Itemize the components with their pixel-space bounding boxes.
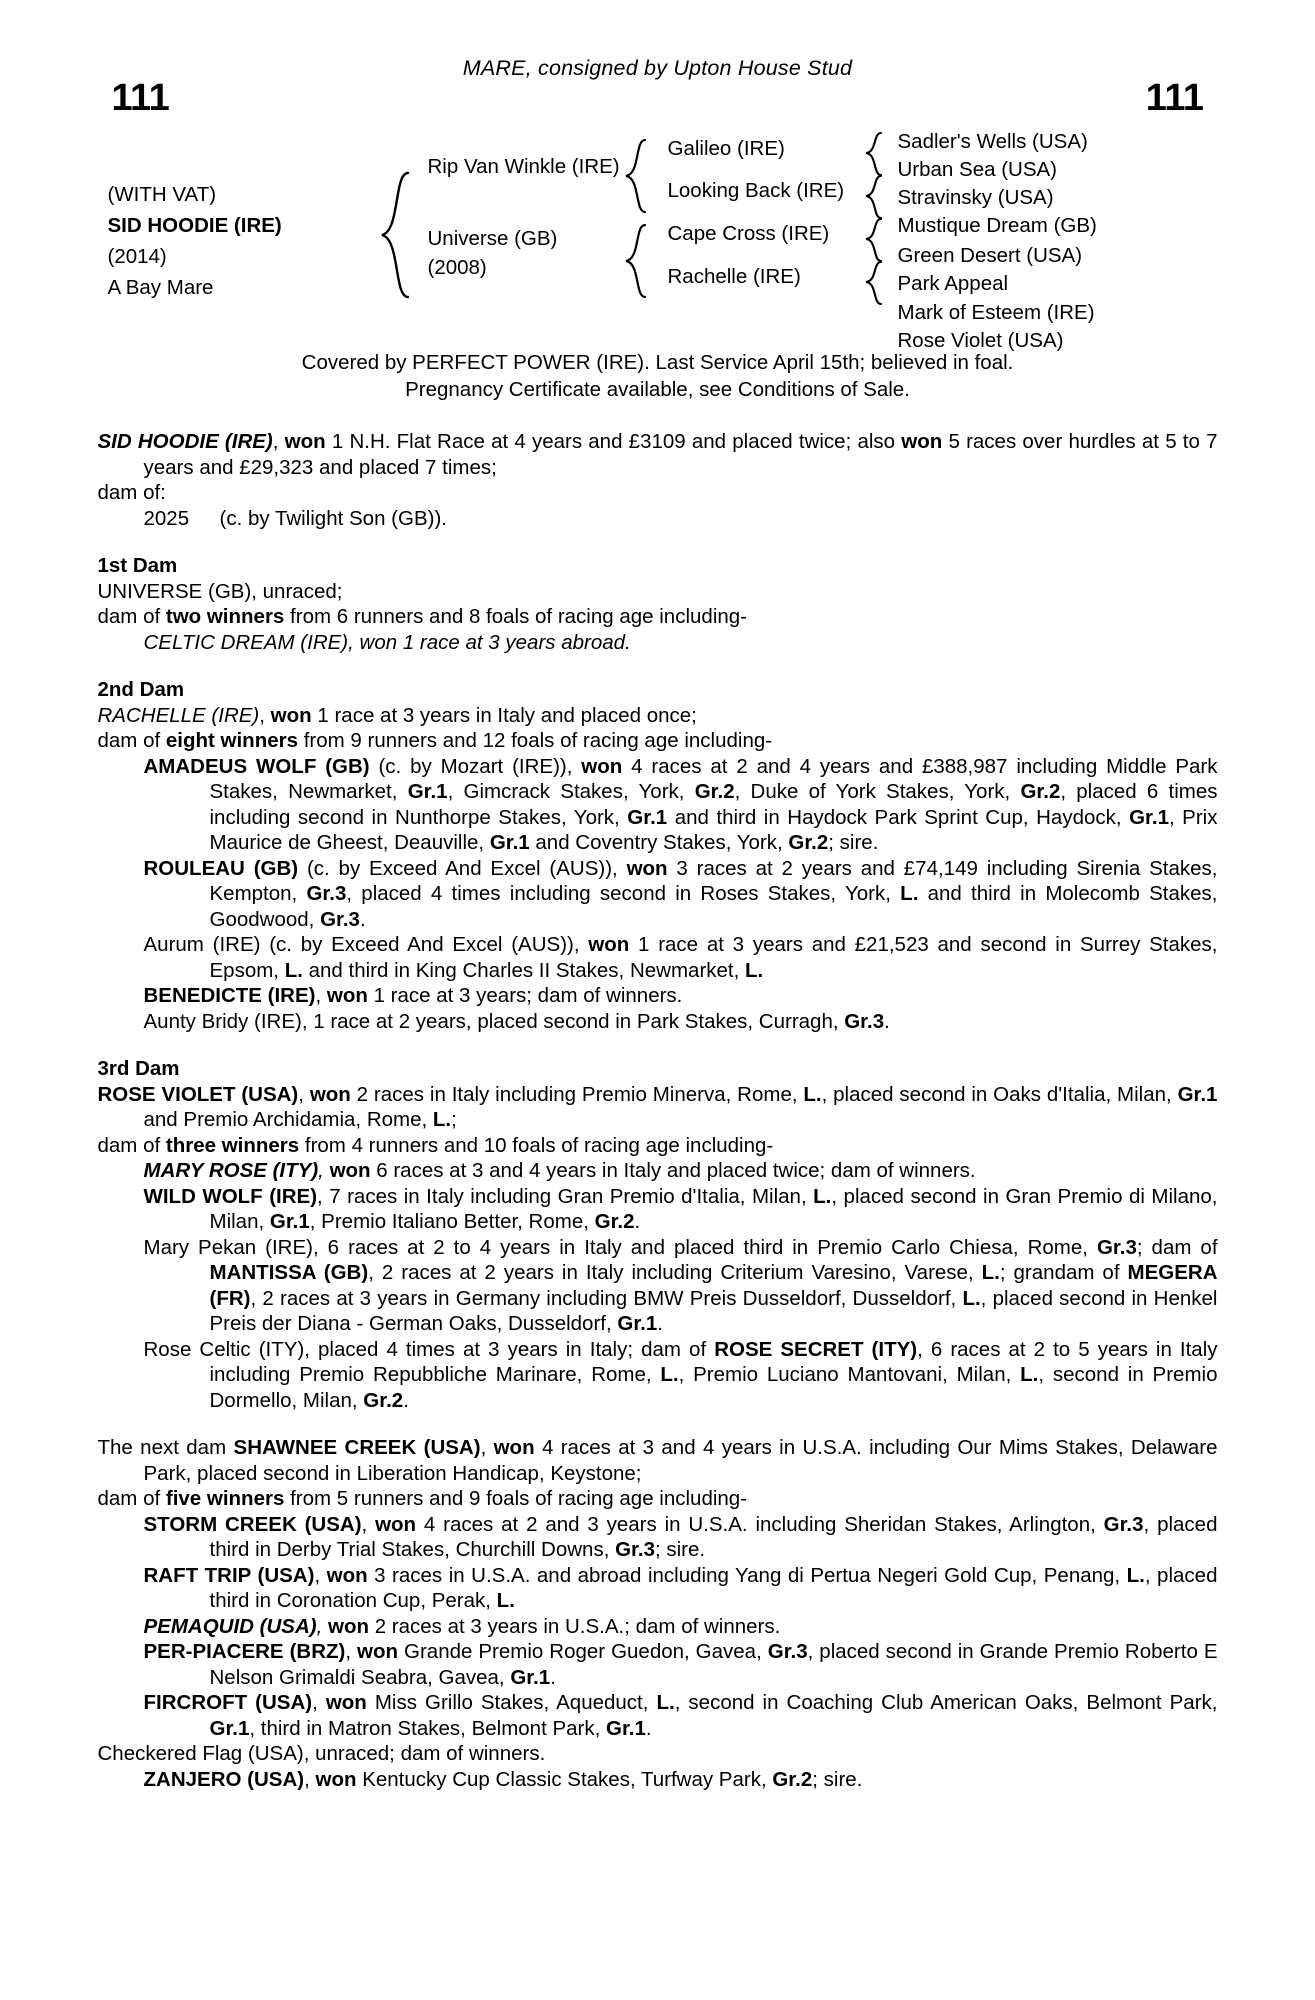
covering-note-line1: Covered by PERFECT POWER (IRE). Last Service April 15th; believed in foal. [301,351,1014,374]
subject-description: A Bay Mare [107,276,214,299]
subject-record-won2: won [901,430,943,453]
gp-4: Rachelle (IRE) [667,265,801,288]
dam2-name: RACHELLE (IRE) [97,703,260,727]
ggp-4: Mustique Dream (GB) [897,214,1097,237]
dam2-name-rest: 1 race at 3 years in Italy and placed once; [317,703,697,727]
dam4-entry: STORM CREEK (USA), won 4 races at 2 and 3 years in U.S.A. including Sheridan Stakes, Arlington, Gr.3, placed third in Derby Trial Stakes, Churchill Downs, Gr.3; sire. [143,1512,1218,1561]
pedigree-text [98,429,1218,1792]
dam4-lead: The next dam SHAWNEE CREEK (USA), won 4 races at 3 and 4 years in U.S.A. including Our Mims Stakes, Delaware Park, placed second in Liberation Handicap, Keystone; [97,1436,1218,1485]
dam-year: (2008) [427,256,487,279]
dam4-damof [98,1486,1218,1512]
dam1-damof-bold: two winners [165,605,285,628]
dam2-entry: BENEDICTE (IRE), won 1 race at 3 years; dam of winners. [143,984,683,1007]
pedigree-table [98,129,1218,352]
dam3-won: won [309,1082,351,1106]
dam4-line: 4 races at 3 and 4 years in U.S.A. including Our Mims Stakes, Delaware Park, placed second in Liberation Handicap, Keystone; [143,1436,1218,1485]
brace-generation-1 [378,171,412,299]
dam4-entry: Checkered Flag (USA), unraced; dam of winners. [97,1742,546,1765]
dam3-damof-pre: dam of [97,1133,161,1157]
dam2-damof-post: from 9 runners and 12 foals of racing age including- [303,729,773,752]
subject-record: SID HOODIE (IRE), won 1 N.H. Flat Race at 4 years and £3109 and placed twice; also won 5 races over hurdles at 5 to 7 years and £29,323 and placed 7 times; [97,430,1218,479]
brace-sire [623,138,649,214]
dam4-name: SHAWNEE CREEK (USA) [233,1436,481,1459]
dam2-entry: Aunty Bridy (IRE), 1 race at 2 years, placed second in Park Stakes, Curragh, Gr.3. [143,1009,890,1033]
dam2-damof [98,728,1218,754]
gp-1: Galileo (IRE) [667,137,785,160]
dam3-line: 2 races in Italy including Premio Minerva, Rome, L., placed second in Oaks d'Italia, Milan, Gr.1 and Premio Archidamia, Rome, L.; [143,1082,1218,1131]
dam3-entry: Mary Pekan (IRE), 6 races at 2 to 4 years in Italy and placed third in Premio Carlo Chiesa, Rome, Gr.3; dam of MANTISSA (GB), 2 races at 2 years in Italy including Criterium Varesino, Varese, L.; grandam of MEGERA (FR), 2 races at 3 years in Germany including BMW Preis Dusseldorf, Dusseldorf, L., placed second in Henkel Preis der Diana - German Oaks, Dusseldorf, Gr.1. [143,1235,1218,1335]
dam2-won: won [270,703,312,727]
spacer-4 [98,1413,1218,1435]
dam3-name-line: ROSE VIOLET (USA), won 2 races in Italy including Premio Minerva, Rome, L., placed second in Oaks d'Italia, Milan, Gr.1 and Premio Archidamia, Rome, L.; [97,1082,1218,1131]
brace-gg-4 [863,260,885,306]
dam3-entry: WILD WOLF (IRE), 7 races in Italy including Gran Premio d'Italia, Milan, L., placed second in Gran Premio di Milano, Milan, Gr.1, Premio Italiano Better, Rome, Gr.2. [143,1184,1218,1233]
lot-number-row [98,77,1218,127]
brace-gg-3 [863,217,885,263]
dam4-entry: FIRCROFT (USA), won Miss Grillo Stakes, Aqueduct, L., second in Coaching Club American Oaks, Belmont Park, Gr.1, third in Matron Stakes, Belmont Park, Gr.1. [143,1691,1218,1740]
progeny-text: (c. by Twilight Son (GB)). [219,506,447,530]
dam3-damof [98,1133,1218,1159]
sire-name: Rip Van Winkle (IRE) [427,155,620,178]
pedigree-subject [108,129,358,303]
heading-3rd-dam: 3rd Dam [97,1057,180,1080]
dam1-name: UNIVERSE (GB), unraced; [97,579,343,603]
covering-note [98,349,1218,403]
brace-dam [623,223,649,299]
ggp-7: Mark of Esteem (IRE) [897,301,1095,324]
ggp-2: Urban Sea (USA) [897,158,1058,181]
dam4-lead-pre: The next dam [97,1436,227,1459]
dam4-entry: PEMAQUID (USA), won 2 races at 3 years in U.S.A.; dam of winners. [143,1614,781,1638]
subject-name: SID HOODIE (IRE) [107,214,282,237]
consignor-line: MARE, consigned by Upton House Stud [462,56,853,80]
dam2-damof-bold: eight winners [165,729,299,752]
subject-progeny-row [98,506,1218,532]
subject-record-text2: 5 races over hurdles at 5 to 7 years and £29,323 and placed 7 times; [143,430,1218,479]
lot-number-right: 111 [1145,77,1204,119]
subject-record-won1: won [284,430,326,453]
subject-dam-of: dam of: [97,481,166,504]
dam4-damof-bold: five winners [165,1487,285,1510]
dam1-entry-1: CELTIC DREAM (IRE) [143,630,349,654]
brace-gg-2 [863,174,885,220]
ggp-8: Rose Violet (USA) [897,329,1064,352]
dam3-entry: Rose Celtic (ITY), placed 4 times at 3 years in Italy; dam of ROSE SECRET (ITY), 6 races at 2 to 5 years in Italy including Premio Repubbliche Marinare, Rome, L., Premio Luciano Mantovani, Milan, L., second in Premio Dormello, Milan, Gr.2. [143,1337,1218,1412]
heading-2nd-dam: 2nd Dam [97,678,185,701]
dam4-won: won [493,1436,535,1459]
ggp-5: Green Desert (USA) [897,244,1083,267]
gp-2: Looking Back (IRE) [667,179,845,202]
dam4-damof-pre: dam of [97,1487,161,1510]
dam4-damof-post: from 5 runners and 9 foals of racing age including- [290,1487,748,1510]
subject-record-name: SID HOODIE (IRE) [97,430,273,453]
dam2-entry: Aurum (IRE) (c. by Exceed And Excel (AUS)), won 1 race at 3 years and £21,523 and second in Surrey Stakes, Epsom, L. and third in King Charles II Stakes, Newmarket, L. [143,933,1218,982]
spacer-2 [98,655,1218,677]
dam1-damof [98,604,1218,630]
subject-year: (2014) [107,245,167,268]
brace-gg-1 [863,131,885,177]
dam4-entry: ZANJERO (USA), won Kentucky Cup Classic Stakes, Turfway Park, Gr.2; sire. [143,1767,863,1791]
dam2-entry: AMADEUS WOLF (GB) (c. by Mozart (IRE)), won 4 races at 2 and 4 years and £388,987 including Middle Park Stakes, Newmarket, Gr.1, Gimcrack Stakes, York, Gr.2, Duke of York Stakes, York, Gr.2, placed 6 times including second in Nunthorpe Stakes, York, Gr.1 and third in Haydock Park Sprint Cup, Haydock, Gr.1, Prix Maurice de Gheest, Deauville, Gr.1 and Coventry Stakes, York, Gr.2; sire. [143,754,1218,854]
dam3-damof-bold: three winners [165,1133,300,1157]
ggp-6: Park Appeal [897,272,1009,295]
subject-vat: (WITH VAT) [107,183,217,206]
dam2-entry: ROULEAU (GB) (c. by Exceed And Excel (AUS)), won 3 races at 2 years and £74,149 including Sirenia Stakes, Kempton, Gr.3, placed 4 times including second in Roses Stakes, York, L. and third in Molecomb Stakes, Goodwood, Gr.3. [143,856,1218,931]
ggp-1: Sadler's Wells (USA) [897,130,1088,153]
dam3-name: ROSE VIOLET (USA) [97,1082,299,1106]
dam1-damof-post: from 6 runners and 8 foals of racing age including- [290,605,748,628]
heading-1st-dam: 1st Dam [97,554,178,577]
ggp-3: Stravinsky (USA) [897,186,1054,209]
dam-name: Universe (GB) [427,227,558,250]
dam3-entry: MARY ROSE (ITY), won 6 races at 3 and 4 years in Italy and placed twice; dam of winners. [143,1159,976,1182]
dam2-name-line: RACHELLE (IRE), won 1 race at 3 years in Italy and placed once; [97,703,697,727]
dam2-damof-pre: dam of [97,729,161,752]
lot-number-left: 111 [111,77,170,119]
spacer-1 [98,531,1218,553]
dam1-damof-pre: dam of [97,605,161,628]
dam3-damof-post: from 4 runners and 10 foals of racing age including- [304,1133,774,1157]
dam4-entry: RAFT TRIP (USA), won 3 races in U.S.A. and abroad including Yang di Pertua Negeri Gold Cup, Penang, L., placed third in Coronation Cup, Perak, L. [143,1563,1218,1612]
page-inner [98,0,1218,1792]
spacer-3 [98,1034,1218,1056]
progeny-year: 2025 [143,506,190,530]
covering-note-line2: Pregnancy Certificate available, see Conditions of Sale. [405,378,910,401]
dam4-entry: PER-PIACERE (BRZ), won Grande Premio Roger Guedon, Gavea, Gr.3, placed second in Grande Premio Roberto E Nelson Grimaldi Seabra, Gavea, Gr.1. [143,1640,1218,1689]
gp-3: Cape Cross (IRE) [667,222,830,245]
subject-record-text1: 1 N.H. Flat Race at 4 years and £3109 and placed twice; also [331,430,896,453]
dam1-entry-1-rest: , won 1 race at 3 years abroad. [348,630,631,654]
